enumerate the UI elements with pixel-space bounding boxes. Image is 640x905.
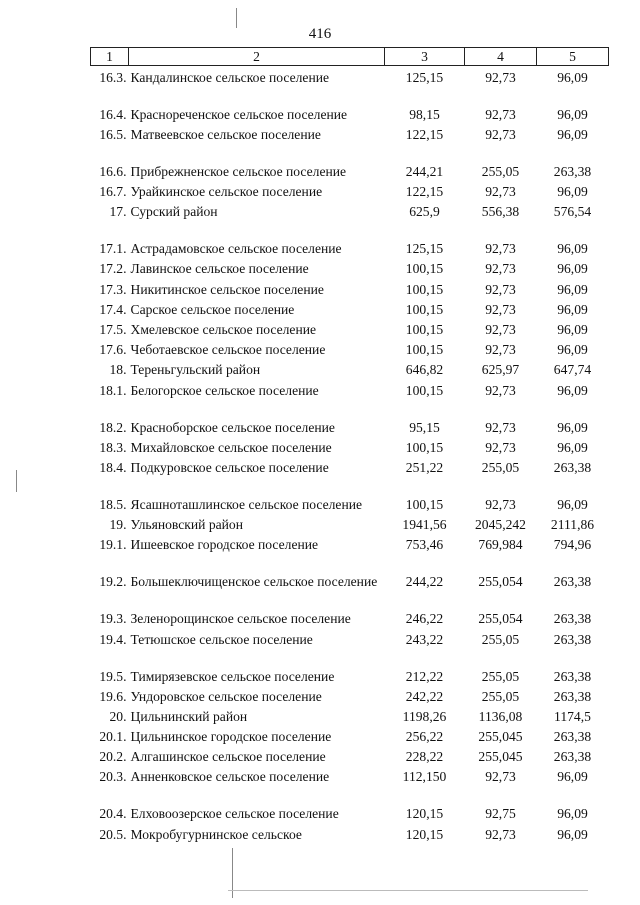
column-header: 2 bbox=[129, 48, 385, 66]
table-body bbox=[91, 66, 609, 843]
value-col-4: 556,38 bbox=[481, 204, 520, 220]
table-row bbox=[91, 436, 609, 456]
value-col-3: 100,15 bbox=[405, 322, 444, 337]
table-row bbox=[91, 725, 609, 745]
value-col-4: 255,05 bbox=[481, 163, 520, 179]
row-name: Тереньгульский район bbox=[130, 362, 261, 378]
value-col-5: 96,09 bbox=[557, 826, 588, 842]
value-col-5: 263,38 bbox=[553, 574, 592, 590]
value-col-3: 100,15 bbox=[405, 342, 444, 358]
value-col-5: 96,09 bbox=[557, 496, 588, 512]
value-col-5: 96,09 bbox=[557, 769, 588, 785]
table-row bbox=[91, 822, 609, 842]
row-name: Тимирязевское сельское поселение bbox=[130, 668, 335, 684]
value-col-4: 769,984 bbox=[478, 537, 523, 553]
value-col-5: 96,09 bbox=[557, 126, 588, 142]
value-col-5: 96,09 bbox=[557, 69, 588, 85]
table-row bbox=[91, 590, 609, 627]
row-number: 19. bbox=[109, 517, 127, 533]
page-number: 416 bbox=[308, 26, 332, 42]
value-col-5: 96,09 bbox=[557, 184, 588, 200]
value-col-4: 1136,08 bbox=[478, 708, 523, 724]
value-col-3: 753,46 bbox=[405, 537, 444, 553]
row-name: Цильнинский район bbox=[130, 708, 248, 724]
value-col-5: 96,09 bbox=[557, 419, 588, 435]
value-col-5: 263,38 bbox=[553, 163, 592, 179]
value-col-4: 255,05 bbox=[481, 459, 520, 475]
data-table bbox=[90, 47, 609, 843]
value-col-5: 96,09 bbox=[557, 281, 588, 297]
row-name: Тетюшское сельское поселение bbox=[130, 631, 313, 647]
value-col-5: 263,38 bbox=[553, 749, 592, 765]
row-name: Астрадамовское сельское поселение bbox=[130, 241, 342, 257]
value-col-5: 96,09 bbox=[557, 439, 588, 455]
table-row bbox=[91, 513, 609, 533]
table-row bbox=[91, 358, 609, 378]
row-number: 18.5. bbox=[99, 496, 127, 512]
value-col-4: 255,045 bbox=[478, 749, 523, 765]
row-name: Алгашинское сельское поселение bbox=[130, 749, 326, 765]
value-col-3: 95,15 bbox=[409, 419, 440, 435]
value-col-3: 100,15 bbox=[405, 301, 444, 317]
table-row bbox=[91, 533, 609, 553]
value-col-4: 92,75 bbox=[485, 806, 516, 822]
value-col-5: 263,38 bbox=[553, 668, 592, 684]
row-number: 18.3. bbox=[99, 439, 127, 455]
scan-mark bbox=[16, 470, 17, 492]
row-name: Подкуровское сельское поселение bbox=[130, 459, 329, 475]
row-name: Зеленорощинское сельское поселение bbox=[130, 611, 351, 627]
row-name: Анненковское сельское поселение bbox=[130, 769, 330, 785]
row-number: 20.3. bbox=[99, 769, 127, 785]
value-col-3: 244,22 bbox=[405, 574, 444, 590]
row-name: Матвеевское сельское поселение bbox=[130, 126, 321, 142]
value-col-4: 255,045 bbox=[478, 729, 523, 745]
value-col-3: 100,15 bbox=[405, 261, 444, 277]
value-col-5: 96,09 bbox=[557, 106, 588, 122]
row-name: Чеботаевское сельское поселение bbox=[130, 342, 326, 358]
value-col-3: 246,22 bbox=[405, 611, 444, 627]
value-col-3: 122,15 bbox=[405, 184, 444, 200]
row-name: Краснореченское сельское поселение bbox=[130, 106, 348, 122]
value-col-3: 228,22 bbox=[405, 749, 444, 765]
column-header: 4 bbox=[465, 48, 537, 66]
value-col-4: 92,73 bbox=[485, 419, 516, 435]
value-col-4: 92,73 bbox=[485, 322, 516, 337]
table-row bbox=[91, 553, 609, 590]
row-number: 19.3. bbox=[99, 611, 127, 627]
table-row bbox=[91, 220, 609, 257]
value-col-5: 263,38 bbox=[553, 729, 592, 745]
value-col-4: 92,73 bbox=[485, 382, 516, 398]
table-row bbox=[91, 785, 609, 822]
row-number: 16.4. bbox=[99, 106, 127, 122]
value-col-3: 1941,56 bbox=[402, 517, 447, 533]
table-row bbox=[91, 298, 609, 318]
row-number: 20.2. bbox=[99, 749, 127, 765]
value-col-5: 576,54 bbox=[553, 204, 592, 220]
column-header: 1 bbox=[91, 48, 129, 66]
value-col-4: 92,73 bbox=[485, 769, 516, 785]
row-number: 20.4. bbox=[99, 806, 127, 822]
value-col-4: 92,73 bbox=[485, 281, 516, 297]
table-row bbox=[91, 648, 609, 685]
row-number: 20.1. bbox=[99, 729, 127, 745]
value-col-4: 625,97 bbox=[481, 362, 520, 378]
row-number: 20.5. bbox=[99, 826, 127, 842]
value-col-4: 92,73 bbox=[485, 106, 516, 122]
row-number: 19.6. bbox=[99, 688, 127, 704]
value-col-3: 251,22 bbox=[405, 459, 444, 475]
row-number: 17.6. bbox=[99, 342, 127, 358]
table-row bbox=[91, 143, 609, 180]
value-col-4: 255,054 bbox=[478, 611, 523, 627]
table-row bbox=[91, 123, 609, 143]
value-col-3: 646,82 bbox=[405, 362, 444, 378]
value-col-5: 794,96 bbox=[553, 537, 592, 553]
value-col-5: 647,74 bbox=[553, 362, 592, 378]
row-name: Ундоровское сельское поселение bbox=[130, 688, 322, 704]
value-col-3: 98,15 bbox=[409, 106, 440, 122]
table-row bbox=[91, 257, 609, 277]
value-col-5: 263,38 bbox=[553, 631, 592, 647]
value-col-5: 96,09 bbox=[557, 322, 588, 337]
value-col-3: 100,15 bbox=[405, 281, 444, 297]
row-name: Сарское сельское поселение bbox=[130, 301, 295, 317]
row-name: Михайловское сельское поселение bbox=[130, 439, 332, 455]
row-number: 16.6. bbox=[99, 163, 127, 179]
value-col-3: 256,22 bbox=[405, 729, 444, 745]
row-number: 17. bbox=[109, 204, 127, 220]
row-number: 17.2. bbox=[99, 261, 127, 277]
row-number: 19.4. bbox=[99, 631, 127, 647]
value-col-3: 244,21 bbox=[405, 163, 444, 179]
row-number: 20. bbox=[109, 708, 127, 724]
value-col-3: 242,22 bbox=[405, 688, 444, 704]
value-col-3: 120,15 bbox=[405, 826, 444, 842]
row-number: 18. bbox=[109, 362, 127, 378]
row-number: 17.1. bbox=[99, 241, 127, 257]
table-header bbox=[91, 48, 609, 66]
row-name: Ишеевское городское поселение bbox=[130, 537, 319, 553]
table-row bbox=[91, 745, 609, 765]
value-col-5: 96,09 bbox=[557, 382, 588, 398]
value-col-5: 96,09 bbox=[557, 301, 588, 317]
value-col-4: 92,73 bbox=[485, 241, 516, 257]
value-col-3: 243,22 bbox=[405, 631, 444, 647]
row-name: Хмелевское сельское поселение bbox=[130, 322, 317, 337]
table-row bbox=[91, 66, 609, 86]
row-name: Белогорское сельское поселение bbox=[130, 382, 319, 398]
row-name: Мокробугурнинское сельское bbox=[130, 826, 302, 842]
table-row bbox=[91, 338, 609, 358]
row-number: 18.2. bbox=[99, 419, 127, 435]
row-name: Ясашноташлинское сельское поселение bbox=[130, 496, 363, 512]
value-col-5: 96,09 bbox=[557, 241, 588, 257]
row-name: Лавинское сельское поселение bbox=[130, 261, 309, 277]
row-name: Прибрежненское сельское поселение bbox=[130, 163, 347, 179]
value-col-3: 112,150 bbox=[402, 769, 447, 785]
value-col-3: 122,15 bbox=[405, 126, 444, 142]
table-row bbox=[91, 627, 609, 647]
row-name: Елховоозерское сельское поселение bbox=[130, 806, 339, 822]
row-name: Никитинское сельское поселение bbox=[130, 281, 324, 297]
row-number: 17.5. bbox=[99, 322, 127, 337]
value-col-4: 92,73 bbox=[485, 126, 516, 142]
header-row bbox=[91, 48, 609, 66]
value-col-5: 2111,86 bbox=[550, 517, 595, 533]
table-row bbox=[91, 277, 609, 297]
row-name: Красноборское сельское поселение bbox=[130, 419, 335, 435]
table-row bbox=[91, 378, 609, 398]
value-col-3: 625,9 bbox=[409, 204, 440, 220]
row-name: Сурский район bbox=[130, 204, 218, 220]
row-number: 16.3. bbox=[99, 69, 127, 85]
value-col-5: 96,09 bbox=[557, 806, 588, 822]
value-col-4: 255,05 bbox=[481, 631, 520, 647]
value-col-3: 212,22 bbox=[405, 668, 444, 684]
value-col-4: 92,73 bbox=[485, 439, 516, 455]
value-col-4: 92,73 bbox=[485, 342, 516, 358]
value-col-3: 125,15 bbox=[405, 69, 444, 85]
value-col-3: 1198,26 bbox=[402, 708, 447, 724]
value-col-3: 100,15 bbox=[405, 382, 444, 398]
value-col-4: 92,73 bbox=[485, 496, 516, 512]
value-col-5: 96,09 bbox=[557, 342, 588, 358]
value-col-3: 100,15 bbox=[405, 439, 444, 455]
row-number: 17.4. bbox=[99, 301, 127, 317]
value-col-3: 125,15 bbox=[405, 241, 444, 257]
value-col-4: 92,73 bbox=[485, 184, 516, 200]
table-row bbox=[91, 765, 609, 785]
value-col-4: 92,73 bbox=[485, 69, 516, 85]
table-row bbox=[91, 685, 609, 705]
row-number: 18.1. bbox=[99, 382, 127, 398]
row-name: Урайкинское сельское поселение bbox=[130, 184, 323, 200]
column-header: 5 bbox=[537, 48, 609, 66]
row-name: Ульяновский район bbox=[130, 517, 243, 533]
value-col-3: 100,15 bbox=[405, 496, 444, 512]
table-row bbox=[91, 180, 609, 200]
value-col-4: 255,05 bbox=[481, 668, 520, 684]
value-col-3: 120,15 bbox=[405, 806, 444, 822]
row-number: 16.5. bbox=[99, 126, 127, 142]
value-col-4: 92,73 bbox=[485, 826, 516, 842]
row-number: 18.4. bbox=[99, 459, 127, 475]
value-col-4: 255,05 bbox=[481, 688, 520, 704]
row-name: Кандалинское сельское поселение bbox=[130, 69, 330, 85]
row-number: 19.1. bbox=[99, 537, 127, 553]
row-number: 16.7. bbox=[99, 184, 127, 200]
scan-mark bbox=[236, 8, 237, 28]
scan-mark bbox=[228, 890, 588, 891]
row-number: 19.2. bbox=[99, 574, 127, 590]
row-name: Цильнинское городское поселение bbox=[130, 729, 332, 745]
value-col-4: 255,054 bbox=[478, 574, 523, 590]
table-row bbox=[91, 456, 609, 476]
value-col-5: 96,09 bbox=[557, 261, 588, 277]
value-col-4: 92,73 bbox=[485, 261, 516, 277]
value-col-4: 92,73 bbox=[485, 301, 516, 317]
table-row bbox=[91, 86, 609, 123]
value-col-5: 263,38 bbox=[553, 688, 592, 704]
row-number: 19.5. bbox=[99, 668, 127, 684]
table-row bbox=[91, 705, 609, 725]
value-col-4: 2045,242 bbox=[475, 517, 526, 533]
row-number: 17.3. bbox=[99, 281, 127, 297]
row-name: Большеключищенское сельское поселение bbox=[130, 574, 378, 590]
value-col-5: 263,38 bbox=[553, 459, 592, 475]
table-row bbox=[91, 318, 609, 338]
table-row bbox=[91, 200, 609, 220]
table-row bbox=[91, 476, 609, 513]
table-row bbox=[91, 399, 609, 436]
value-col-5: 263,38 bbox=[553, 611, 592, 627]
value-col-5: 1174,5 bbox=[554, 708, 591, 724]
column-header: 3 bbox=[385, 48, 465, 66]
